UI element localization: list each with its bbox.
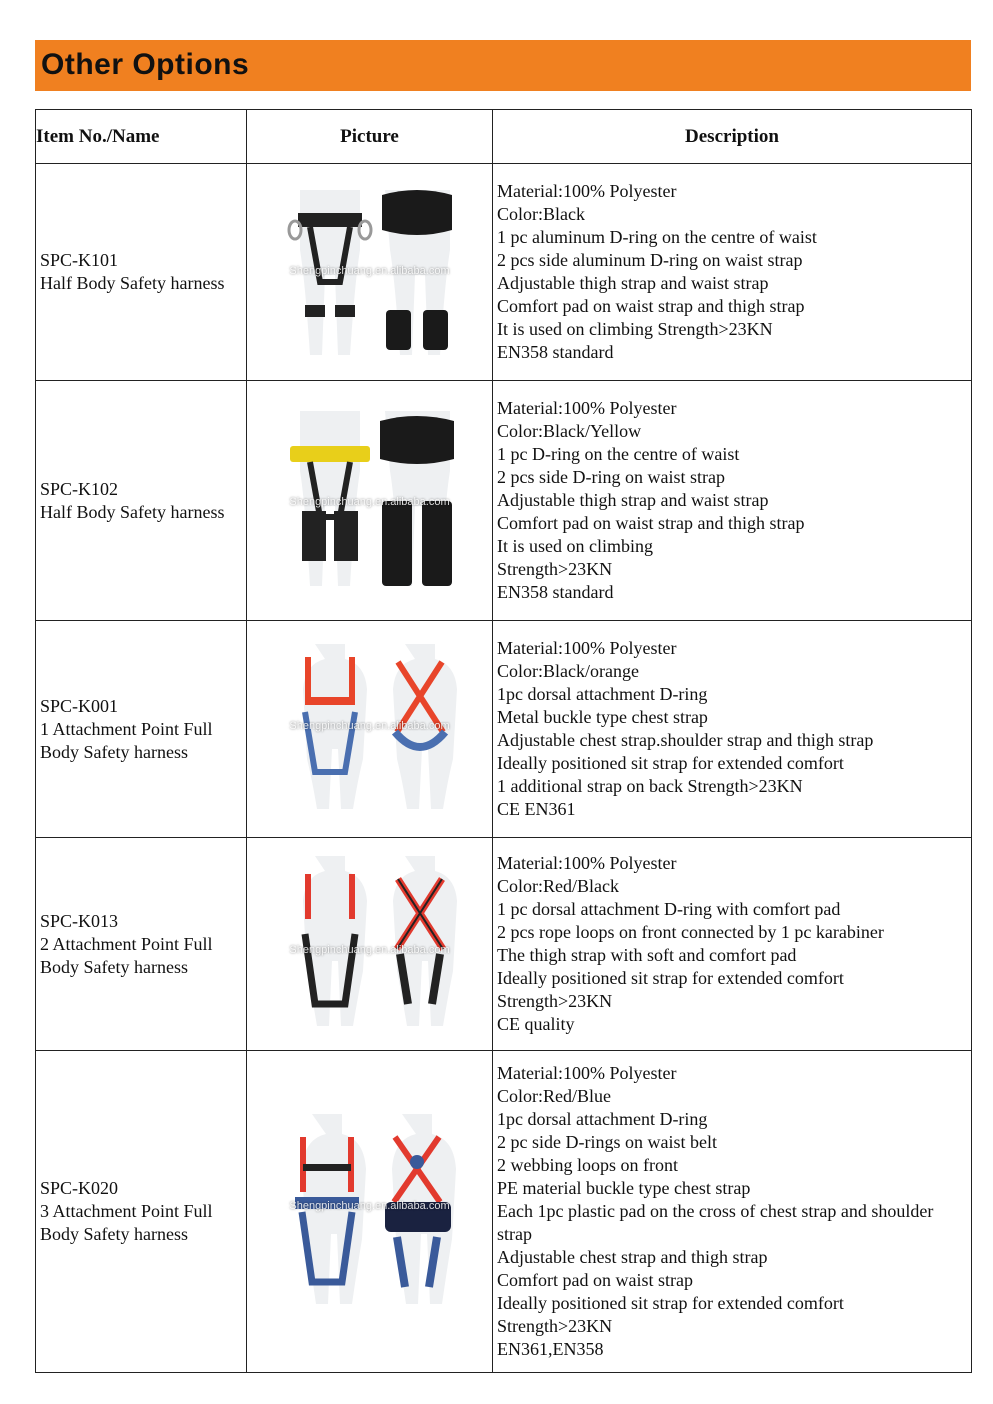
title-banner	[35, 40, 971, 91]
desc-line: 1 pc D-ring on the centre of waist	[497, 444, 740, 464]
desc-line: Color:Black/Yellow	[497, 421, 642, 441]
desc-line: Ideally positioned sit strap for extended comfort	[497, 1293, 844, 1313]
item-number: SPC-K001	[40, 695, 119, 716]
product-image	[280, 411, 460, 591]
picture-cell	[247, 381, 493, 621]
desc-line: 2 pcs side D-ring on waist strap	[497, 467, 725, 487]
product-image	[280, 854, 460, 1034]
watermark: Shengpinchuang.en.alibaba.com	[289, 719, 450, 732]
desc-line: 1pc dorsal attachment D-ring	[497, 684, 708, 704]
desc-line: Ideally positioned sit strap for extended comfort	[497, 968, 844, 988]
desc-line: It is used on climbing Strength>23KN	[497, 319, 773, 339]
desc-line: EN361,EN358	[497, 1339, 604, 1359]
table-row	[36, 381, 972, 621]
item-cell	[36, 1051, 247, 1373]
desc-line: CE EN361	[497, 799, 576, 819]
picture-cell	[247, 164, 493, 381]
desc-line: Material:100% Polyester	[497, 638, 677, 658]
desc-line: Color:Red/Blue	[497, 1086, 611, 1106]
description-cell	[493, 164, 972, 381]
options-table	[35, 109, 972, 1373]
item-name: Body Safety harness	[40, 741, 188, 762]
table-row	[36, 621, 972, 838]
desc-line: PE material buckle type chest strap	[497, 1178, 751, 1198]
desc-line: Material:100% Polyester	[497, 853, 677, 873]
watermark: Shengpinchuang.en.alibaba.com	[289, 495, 450, 508]
desc-line: 1pc dorsal attachment D-ring	[497, 1109, 708, 1129]
item-name: Body Safety harness	[40, 956, 188, 977]
desc-line: 2 pcs rope loops on front connected by 1 pc karabiner	[497, 922, 884, 942]
desc-line: Strength>23KN	[497, 559, 613, 579]
description-cell	[493, 621, 972, 838]
picture-cell	[247, 1051, 493, 1373]
header-description: Description	[493, 110, 972, 164]
description-cell	[493, 838, 972, 1051]
desc-line: CE quality	[497, 1014, 575, 1034]
desc-line: EN358 standard	[497, 342, 614, 362]
desc-line: 2 pcs side aluminum D-ring on waist strap	[497, 250, 803, 270]
item-name: 2 Attachment Point Full	[40, 933, 213, 954]
desc-line: Ideally positioned sit strap for extended comfort	[497, 753, 844, 773]
product-image	[280, 185, 460, 360]
desc-line: EN358 standard	[497, 582, 614, 602]
item-cell	[36, 381, 247, 621]
desc-line: Adjustable chest strap.shoulder strap and thigh strap	[497, 730, 874, 750]
header-item: Item No./Name	[36, 110, 247, 164]
desc-line: Color:Red/Black	[497, 876, 619, 896]
desc-line: 2 webbing loops on front	[497, 1155, 678, 1175]
desc-line: Color:Black/orange	[497, 661, 639, 681]
picture-cell	[247, 621, 493, 838]
item-name: 1 Attachment Point Full	[40, 718, 213, 739]
item-name: 3 Attachment Point Full	[40, 1201, 213, 1221]
item-number: SPC-K102	[40, 478, 119, 499]
desc-line: Comfort pad on waist strap	[497, 1270, 693, 1290]
desc-line: 1 pc dorsal attachment D-ring with comfort pad	[497, 899, 841, 919]
desc-line: Material:100% Polyester	[497, 181, 677, 201]
desc-line: Adjustable chest strap and thigh strap	[497, 1247, 768, 1267]
header-row	[36, 110, 972, 164]
desc-line: The thigh strap with soft and comfort pad	[497, 945, 797, 965]
item-name: Body Safety harness	[40, 1224, 188, 1244]
page-title: Other Options	[41, 48, 250, 81]
desc-line: It is used on climbing	[497, 536, 653, 556]
desc-line: Strength>23KN	[497, 991, 613, 1011]
desc-line: Adjustable thigh strap and waist strap	[497, 273, 769, 293]
desc-line: Strength>23KN	[497, 1316, 613, 1336]
item-name: Half Body Safety harness	[40, 501, 225, 522]
desc-line: Adjustable thigh strap and waist strap	[497, 490, 769, 510]
watermark: Shengpinchuang.en.alibaba.com	[289, 1199, 450, 1212]
desc-line: Comfort pad on waist strap and thigh strap	[497, 513, 805, 533]
header-picture: Picture	[247, 110, 493, 164]
product-image	[277, 1112, 462, 1312]
item-cell	[36, 621, 247, 838]
desc-line: Comfort pad on waist strap and thigh strap	[497, 296, 805, 316]
item-cell	[36, 838, 247, 1051]
table-row	[36, 1051, 972, 1373]
item-name: Half Body Safety harness	[40, 273, 225, 293]
table-row	[36, 164, 972, 381]
item-number: SPC-K020	[40, 1178, 119, 1198]
item-cell	[36, 164, 247, 381]
desc-line: 1 additional strap on back Strength>23KN	[497, 776, 803, 796]
desc-line: Each 1pc plastic pad on the cross of chest strap and shoulder strap	[497, 1201, 934, 1244]
item-number: SPC-K101	[40, 250, 119, 270]
product-image	[280, 642, 460, 817]
description-cell	[493, 381, 972, 621]
desc-line: 2 pc side D-rings on waist belt	[497, 1132, 717, 1152]
item-number: SPC-K013	[40, 910, 119, 931]
picture-cell	[247, 838, 493, 1051]
desc-line: 1 pc aluminum D-ring on the centre of waist	[497, 227, 817, 247]
desc-line: Material:100% Polyester	[497, 1063, 677, 1083]
watermark: Shengpinchuang.en.alibaba.com	[289, 264, 450, 277]
desc-line: Metal buckle type chest strap	[497, 707, 708, 727]
desc-line: Color:Black	[497, 204, 585, 224]
desc-line: Material:100% Polyester	[497, 398, 677, 418]
description-cell	[493, 1051, 972, 1373]
table-row	[36, 838, 972, 1051]
watermark: Shengpinchuang.en.alibaba.com	[289, 944, 450, 956]
